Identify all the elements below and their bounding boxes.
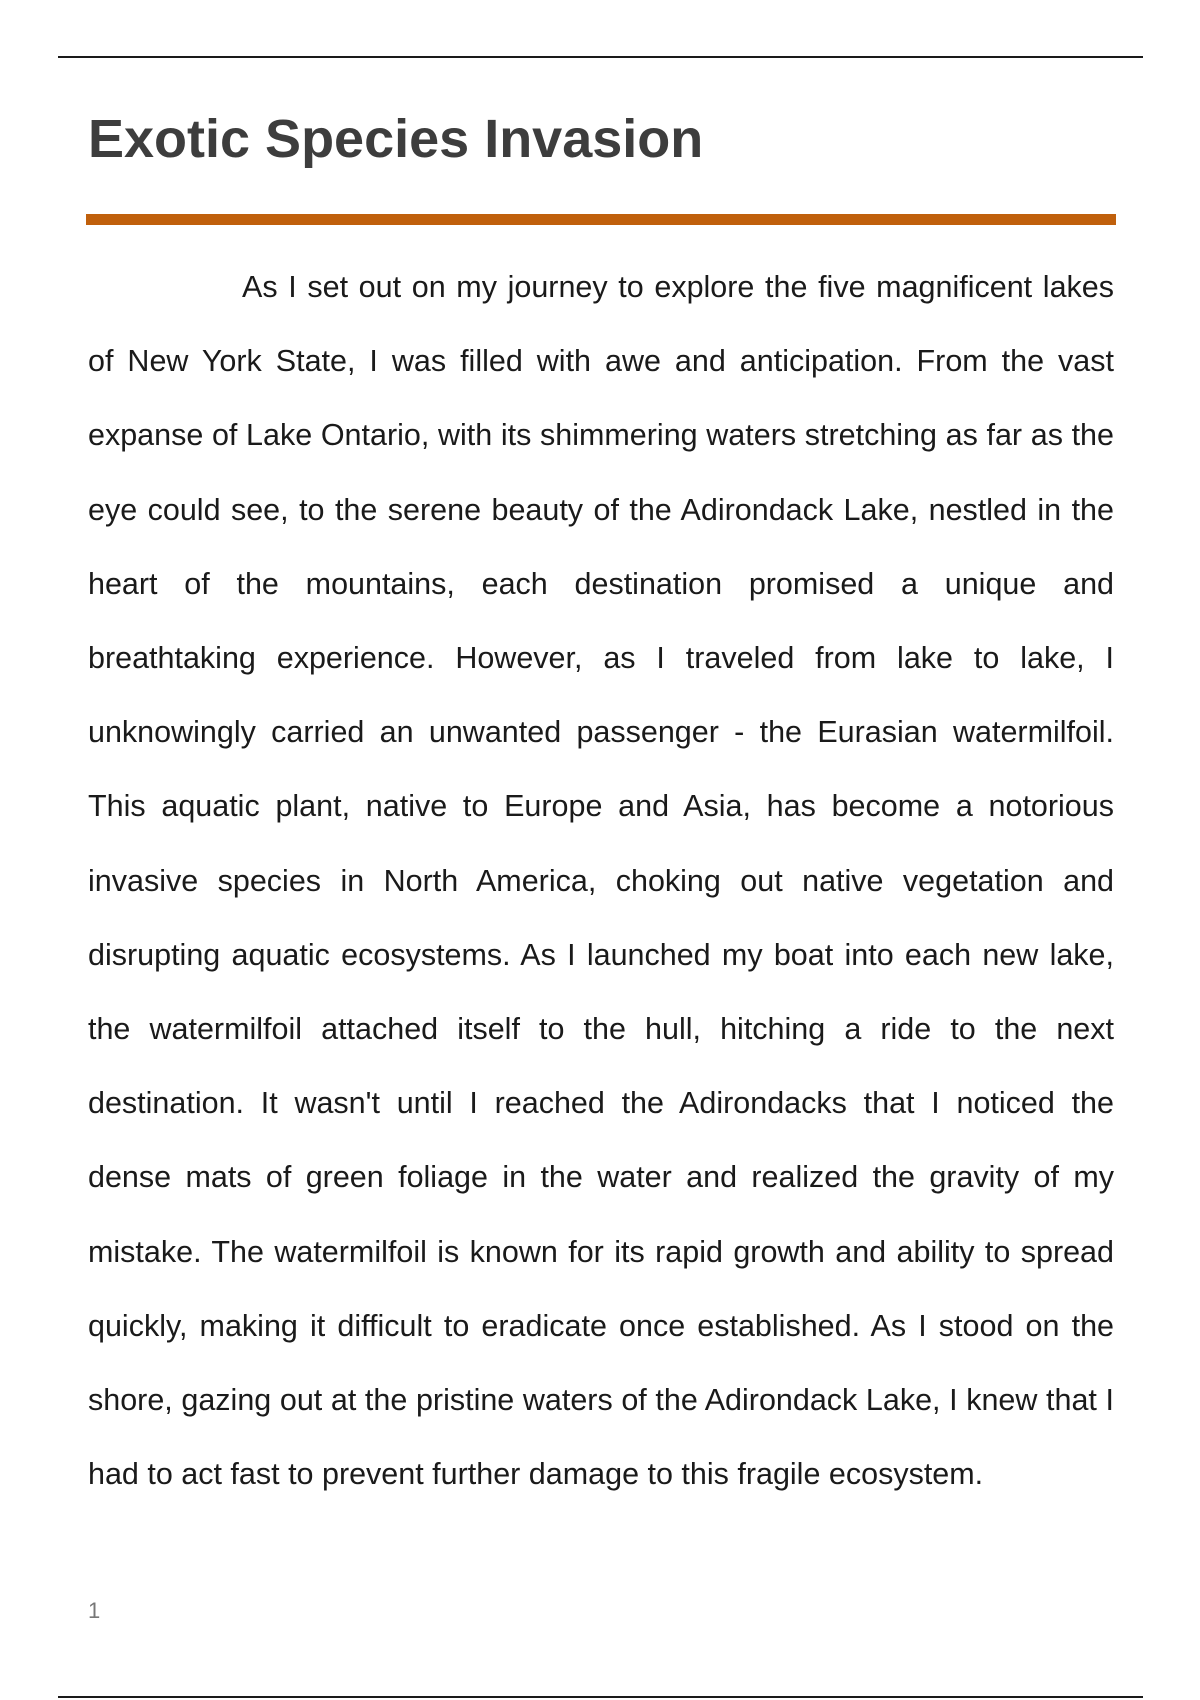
page-number: 1	[88, 1598, 101, 1623]
body-paragraph: As I set out on my journey to explore the five magnificent lakes of New York State, I was filled with awe and anticipation. From the vast expanse of Lake Ontario, with its shimmering waters stretching as far as the eye could see, to the serene beauty of the Adirondack Lake, nestled in the heart of the mountains, each destination promised a unique and breathtaking experience. However, as I traveled from lake to lake, I unknowingly carried an unwanted passenger - the Eurasian watermilfoil. This aquatic plant, native to Europe and Asia, has become a notorious invasive species in North America, choking out native vegetation and disrupting aquatic ecosystems. As I launched my boat into each new lake, the watermilfoil attached itself to the hull, hitching a ride to the next destination. It wasn't until I reached the Adirondacks that I noticed the dense mats of green foliage in the water and realized the gravity of my mistake. The watermilfoil is known for its rapid growth and ability to spread quickly, making it difficult to eradicate once established. As I stood on the shore, gazing out at the pristine waters of the Adirondack Lake, I knew that I had to act fast to prevent further damage to this fragile ecosystem.	[88, 270, 1114, 1492]
document-title: Exotic Species Invasion	[88, 109, 704, 169]
top-rule	[58, 56, 1143, 58]
bottom-rule	[58, 1696, 1143, 1698]
title-accent-bar	[86, 214, 1116, 225]
